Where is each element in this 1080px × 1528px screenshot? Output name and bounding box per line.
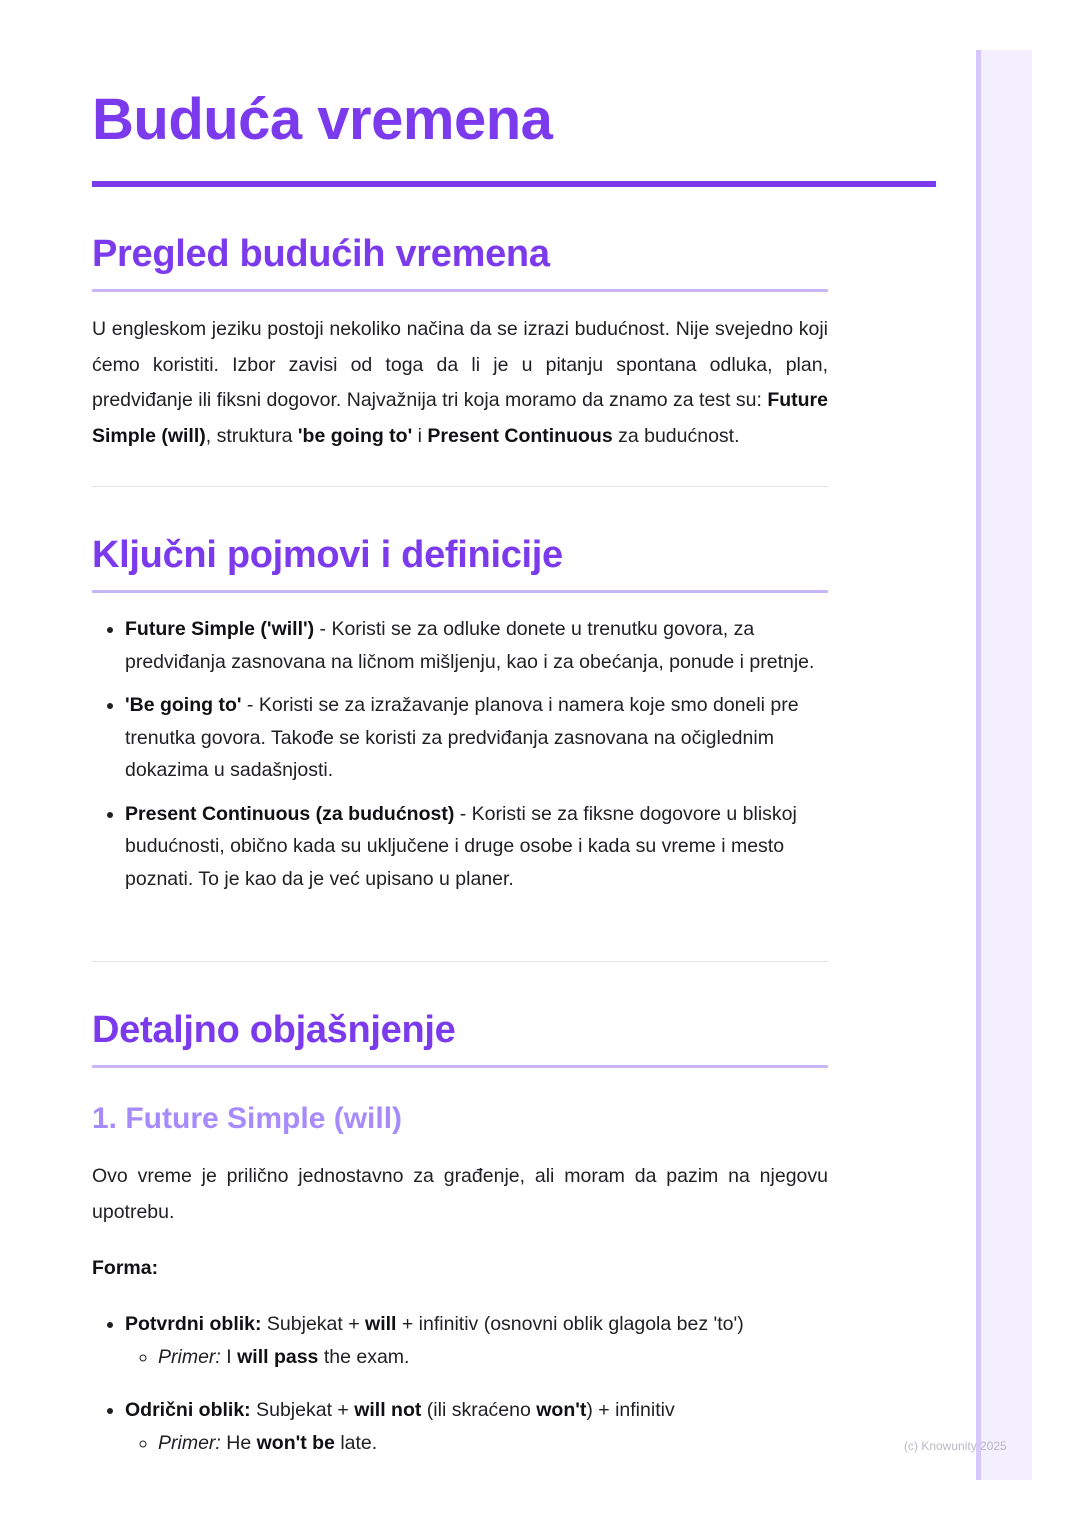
overview-bold-will: Future Simple (will) bbox=[92, 389, 828, 447]
side-panel bbox=[976, 50, 1032, 1480]
page-title: Buduća vremena bbox=[92, 87, 553, 152]
forma-label: Forma: bbox=[92, 1257, 159, 1279]
overview-bold-going-to: 'be going to' bbox=[297, 424, 413, 447]
form-label: Odrični oblik: bbox=[125, 1399, 251, 1421]
form-label: Potvrdni oblik: bbox=[125, 1313, 262, 1335]
list-item bbox=[125, 689, 828, 787]
forms-list bbox=[92, 1308, 828, 1470]
example-keyword: won't be bbox=[256, 1431, 335, 1454]
form-text: (ili skraćeno bbox=[421, 1399, 537, 1421]
section-rule-detail bbox=[92, 1065, 828, 1068]
example-label: Primer: bbox=[158, 1431, 221, 1454]
list-item bbox=[125, 798, 828, 896]
example-keyword: will pass bbox=[237, 1345, 319, 1368]
term-definition: - Koristi se za odluke donete u trenutku govora, za predviđanja zasnovana na ličnom mišljenju, kao i za obećanja, ponude i pretnje. bbox=[125, 618, 815, 673]
form-keyword: won't bbox=[536, 1399, 587, 1421]
example-text: the exam. bbox=[318, 1345, 410, 1368]
example-list bbox=[125, 1341, 828, 1374]
key-terms-list bbox=[92, 613, 828, 906]
term-definition: - Koristi se za izražavanje planova i namera koje smo doneli pre trenutka govora. Takođe se koristi za predviđanja zasnovana na očiglednim dokazima u sadašnjosti. bbox=[125, 694, 799, 781]
section-heading-key-terms: Ključni pojmovi i definicije bbox=[92, 534, 563, 576]
example-label: Primer: bbox=[158, 1345, 221, 1368]
footer-copyright: (c) Knowunity 2025 bbox=[904, 1439, 1007, 1453]
section-divider bbox=[92, 486, 828, 487]
form-keyword: will not bbox=[354, 1399, 422, 1421]
form-keyword: will bbox=[365, 1313, 397, 1335]
list-item bbox=[125, 1394, 828, 1459]
form-text: + infinitiv (osnovni oblik glagola bez 'to') bbox=[396, 1313, 744, 1335]
example-text: He bbox=[220, 1431, 257, 1454]
form-text: Subjekat + bbox=[261, 1313, 366, 1335]
detail-intro-paragraph: Ovo vreme je prilično jednostavno za građenje, ali moram da pazim na njegovu upotrebu. bbox=[92, 1165, 828, 1223]
overview-paragraph bbox=[92, 312, 828, 454]
section-divider bbox=[92, 961, 828, 962]
example-text: I bbox=[220, 1345, 238, 1368]
list-item bbox=[125, 613, 828, 678]
term-definition: - Koristi se za fiksne dogovore u bliskoj budućnosti, obično kada su uključene i druge osobe i kada su vreme i mesto poznati. To je kao da je već upisano u planer. bbox=[125, 802, 797, 890]
section-heading-detail: Detaljno objašnjenje bbox=[92, 1009, 456, 1051]
title-rule bbox=[92, 181, 936, 187]
section-heading-overview: Pregled budućih vremena bbox=[92, 233, 550, 275]
overview-bold-present-continuous: Present Continuous bbox=[427, 424, 613, 447]
example-item bbox=[158, 1427, 828, 1460]
list-item bbox=[125, 1308, 828, 1373]
term-label: Present Continuous (za budućnost) bbox=[125, 802, 455, 825]
overview-text-3: i bbox=[412, 424, 428, 447]
example-text: late. bbox=[334, 1431, 378, 1454]
overview-text-1: U engleskom jeziku postoji nekoliko načina da se izrazi budućnost. Nije svejedno koji ćemo koristiti. Izbor zavisi od toga da li je u pitanju spontana odluka, plan, predviđanje ili fiksni dogovor. Najvažnija tri koja moramo da znamo za test su: bbox=[92, 318, 828, 411]
term-label: Future Simple ('will') bbox=[125, 618, 315, 640]
section-rule-overview bbox=[92, 289, 828, 292]
form-text: Subjekat + bbox=[250, 1399, 355, 1421]
section-rule-key-terms bbox=[92, 590, 828, 593]
subheading-future-simple: 1. Future Simple (will) bbox=[92, 1102, 403, 1135]
overview-text-2: , struktura bbox=[205, 424, 298, 447]
form-text: ) + infinitiv bbox=[586, 1399, 675, 1421]
example-list bbox=[125, 1427, 828, 1460]
overview-text-4: za budućnost. bbox=[612, 424, 740, 447]
example-item bbox=[158, 1341, 828, 1374]
term-label: 'Be going to' bbox=[125, 694, 242, 716]
